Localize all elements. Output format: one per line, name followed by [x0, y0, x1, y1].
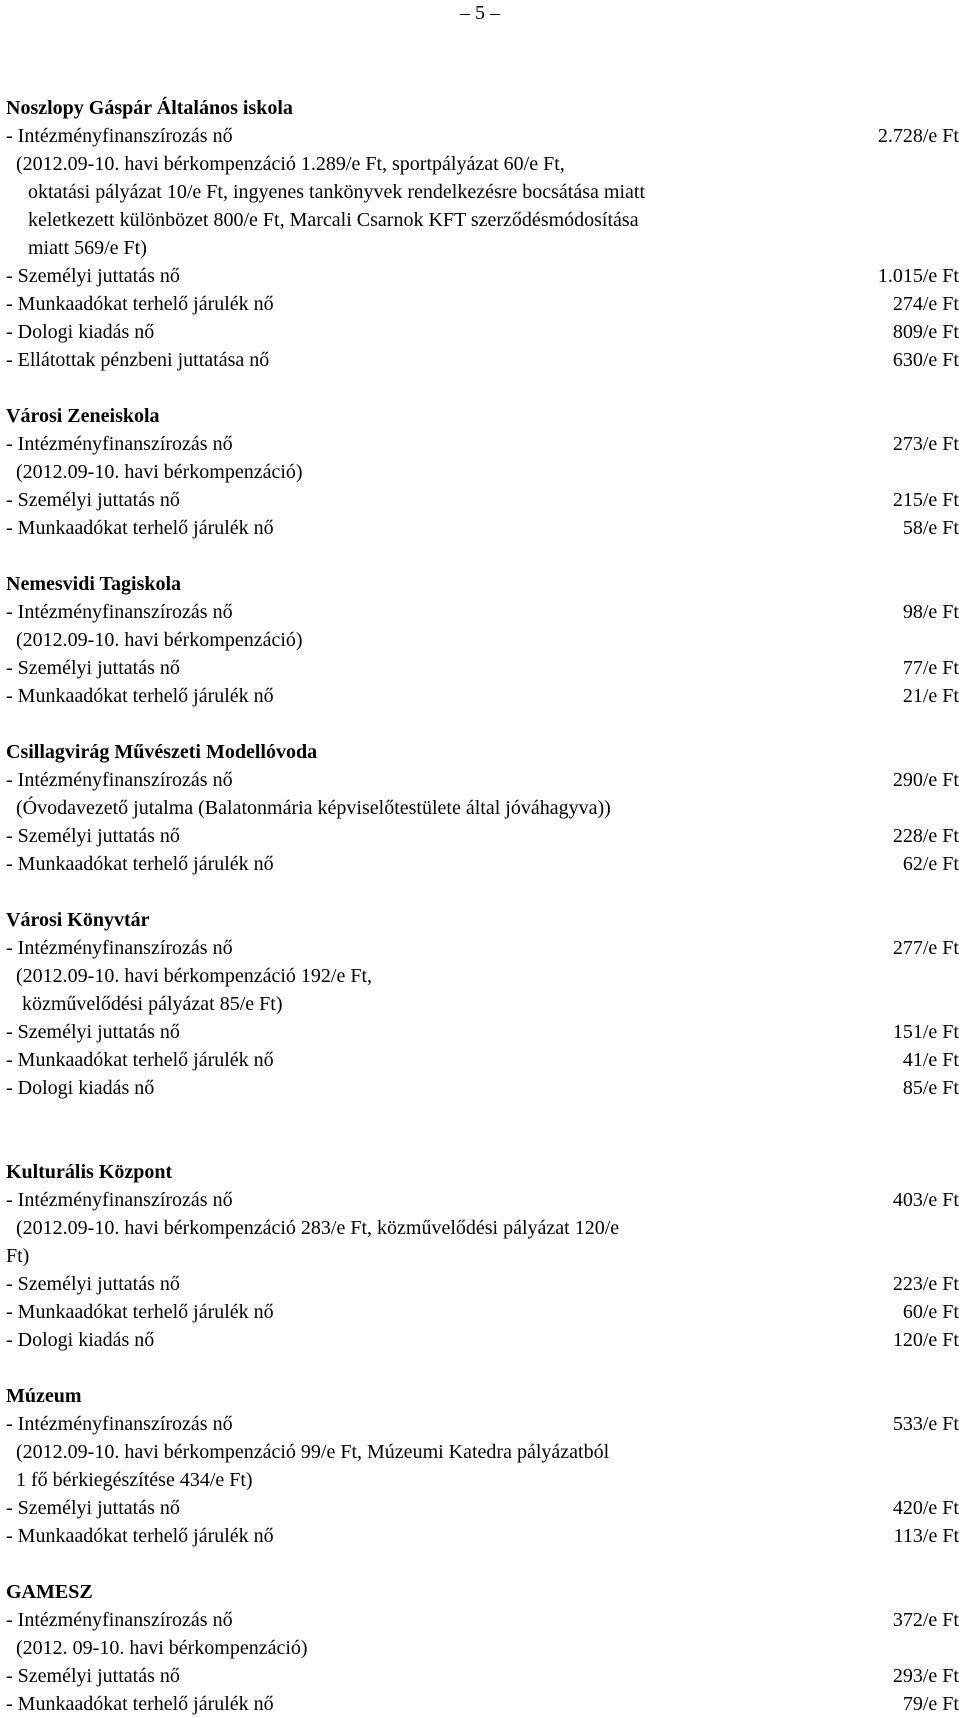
- row-label: - Intézményfinanszírozás nő: [6, 1413, 233, 1435]
- row-amount: 62/e Ft: [902, 853, 959, 875]
- row-label: - Munkaadókat terhelő járulék nő: [6, 853, 274, 875]
- row-amount: 403/e Ft: [892, 1189, 959, 1211]
- section-note: [6, 794, 959, 822]
- row-amount: 21/e Ft: [902, 685, 959, 707]
- budget-row: [6, 1270, 959, 1298]
- row-amount: 273/e Ft: [892, 433, 959, 455]
- section-note: [6, 458, 959, 486]
- budget-row: [6, 654, 959, 682]
- section-title: GAMESZ: [6, 1581, 93, 1603]
- section-title: Városi Könyvtár: [6, 909, 150, 931]
- row-label: - Ellátottak pénzbeni juttatása nő: [6, 349, 270, 371]
- budget-row: [6, 1522, 959, 1550]
- budget-row: [6, 1690, 959, 1718]
- budget-row: [6, 850, 959, 878]
- section-note: [6, 150, 959, 262]
- row-amount: 1.015/e Ft: [877, 265, 959, 287]
- section-note: [6, 1214, 959, 1270]
- row-label: - Személyi juttatás nő: [6, 265, 180, 287]
- note-line: keletkezett különbözet 800/e Ft, Marcali Csarnok KFT szerződésmódosítása: [28, 209, 639, 231]
- row-label: - Munkaadókat terhelő járulék nő: [6, 685, 274, 707]
- section-title: Múzeum: [6, 1385, 82, 1407]
- budget-row: [6, 262, 959, 290]
- budget-row: [6, 1326, 959, 1354]
- note-line: (2012.09-10. havi bérkompenzáció): [16, 629, 303, 651]
- row-label: - Munkaadókat terhelő járulék nő: [6, 1693, 274, 1715]
- row-label: - Intézményfinanszírozás nő: [6, 937, 233, 959]
- row-label: - Intézményfinanszírozás nő: [6, 601, 233, 623]
- row-amount: 60/e Ft: [902, 1301, 959, 1323]
- row-label: - Személyi juttatás nő: [6, 657, 180, 679]
- budget-row: [6, 1074, 959, 1102]
- budget-row: [6, 430, 959, 458]
- row-label: - Személyi juttatás nő: [6, 1665, 180, 1687]
- row-amount: 98/e Ft: [902, 601, 959, 623]
- row-label: - Intézményfinanszírozás nő: [6, 1609, 233, 1631]
- budget-row: [6, 1018, 959, 1046]
- row-label: - Személyi juttatás nő: [6, 1273, 180, 1295]
- note-line: (2012.09-10. havi bérkompenzáció 1.289/e Ft, sportpályázat 60/e Ft,: [16, 153, 565, 175]
- budget-row: [6, 318, 959, 346]
- budget-row: [6, 122, 959, 150]
- row-amount: 293/e Ft: [892, 1665, 959, 1687]
- row-label: - Intézményfinanszírozás nő: [6, 433, 233, 455]
- row-amount: 290/e Ft: [892, 769, 959, 791]
- section-note: [6, 626, 959, 654]
- row-label: - Személyi juttatás nő: [6, 1497, 180, 1519]
- row-label: - Intézményfinanszírozás nő: [6, 125, 233, 147]
- row-amount: 85/e Ft: [902, 1077, 959, 1099]
- row-amount: 151/e Ft: [892, 1021, 959, 1043]
- section-title: Csillagvirág Művészeti Modellóvoda: [6, 741, 318, 763]
- budget-row: [6, 822, 959, 850]
- budget-row: [6, 1298, 959, 1326]
- section-csillagvirag: [6, 738, 959, 878]
- budget-row: [6, 290, 959, 318]
- note-line: közművelődési pályázat 85/e Ft): [22, 993, 283, 1015]
- budget-row: [6, 682, 959, 710]
- section-title: Noszlopy Gáspár Általános iskola: [6, 97, 293, 119]
- section-note: [6, 1438, 959, 1494]
- row-amount: 630/e Ft: [892, 349, 959, 371]
- note-line: miatt 569/e Ft): [28, 237, 147, 259]
- budget-row: [6, 1494, 959, 1522]
- budget-row: [6, 766, 959, 794]
- note-line: (2012.09-10. havi bérkompenzáció): [16, 461, 303, 483]
- row-amount: 113/e Ft: [893, 1525, 959, 1547]
- section-konyvtar: [6, 906, 959, 1102]
- row-label: - Személyi juttatás nő: [6, 825, 180, 847]
- row-amount: 215/e Ft: [892, 489, 959, 511]
- section-muzeum: [6, 1382, 959, 1550]
- row-amount: 228/e Ft: [892, 825, 959, 847]
- section-gamesz: [6, 1578, 959, 1718]
- row-amount: 372/e Ft: [892, 1609, 959, 1631]
- row-label: - Munkaadókat terhelő járulék nő: [6, 1049, 274, 1071]
- row-label: - Személyi juttatás nő: [6, 1021, 180, 1043]
- note-line: (Óvodavezető jutalma (Balatonmária képviselőtestülete által jóváhagyva)): [16, 797, 611, 819]
- budget-row: [6, 1186, 959, 1214]
- row-label: - Személyi juttatás nő: [6, 489, 180, 511]
- budget-row: [6, 934, 959, 962]
- row-amount: 77/e Ft: [902, 657, 959, 679]
- row-amount: 274/e Ft: [892, 293, 959, 315]
- row-label: - Intézményfinanszírozás nő: [6, 769, 233, 791]
- budget-row: [6, 1662, 959, 1690]
- note-line: (2012.09-10. havi bérkompenzáció 283/e Ft, közművelődési pályázat 120/e: [16, 1217, 620, 1239]
- row-label: - Dologi kiadás nő: [6, 321, 155, 343]
- section-kulturalis-kozpont: [6, 1158, 959, 1354]
- section-noszlopy: [6, 94, 959, 374]
- note-line: (2012.09-10. havi bérkompenzáció 192/e Ft,: [16, 965, 373, 987]
- section-nemesvidi: [6, 570, 959, 710]
- row-amount: 277/e Ft: [892, 937, 959, 959]
- row-label: - Dologi kiadás nő: [6, 1329, 155, 1351]
- budget-row: [6, 1606, 959, 1634]
- row-label: - Munkaadókat terhelő járulék nő: [6, 293, 274, 315]
- row-amount: 58/e Ft: [902, 517, 959, 539]
- note-line: oktatási pályázat 10/e Ft, ingyenes tankönyvek rendelkezésre bocsátása miatt: [28, 181, 646, 203]
- page-number: – 5 –: [460, 2, 500, 24]
- note-line: (2012. 09-10. havi bérkompenzáció): [16, 1637, 308, 1659]
- row-label: - Munkaadókat terhelő járulék nő: [6, 1301, 274, 1323]
- row-amount: 809/e Ft: [892, 321, 959, 343]
- section-zeneiskola: [6, 402, 959, 542]
- budget-row: [6, 514, 959, 542]
- section-title: Kulturális Központ: [6, 1161, 173, 1183]
- section-title: Nemesvidi Tagiskola: [6, 573, 182, 595]
- row-amount: 41/e Ft: [902, 1049, 959, 1071]
- note-line: (2012.09-10. havi bérkompenzáció 99/e Ft, Múzeumi Katedra pályázatból: [16, 1441, 610, 1463]
- row-amount: 223/e Ft: [892, 1273, 959, 1295]
- budget-row: [6, 598, 959, 626]
- section-note: [6, 1634, 959, 1662]
- document-body: [6, 94, 959, 1718]
- row-label: - Munkaadókat terhelő járulék nő: [6, 1525, 274, 1547]
- section-note: [6, 962, 959, 1018]
- row-amount: 120/e Ft: [892, 1329, 959, 1351]
- note-line: 1 fő bérkiegészítése 434/e Ft): [16, 1469, 253, 1491]
- row-label: - Intézményfinanszírozás nő: [6, 1189, 233, 1211]
- row-amount: 2.728/e Ft: [877, 125, 959, 147]
- budget-row: [6, 346, 959, 374]
- row-label: - Munkaadókat terhelő járulék nő: [6, 517, 274, 539]
- note-line: Ft): [6, 1245, 30, 1267]
- row-label: - Dologi kiadás nő: [6, 1077, 155, 1099]
- section-title: Városi Zeneiskola: [6, 405, 160, 427]
- budget-row: [6, 1410, 959, 1438]
- budget-row: [6, 1046, 959, 1074]
- row-amount: 420/e Ft: [892, 1497, 959, 1519]
- row-amount: 533/e Ft: [892, 1413, 959, 1435]
- row-amount: 79/e Ft: [902, 1693, 959, 1715]
- budget-row: [6, 486, 959, 514]
